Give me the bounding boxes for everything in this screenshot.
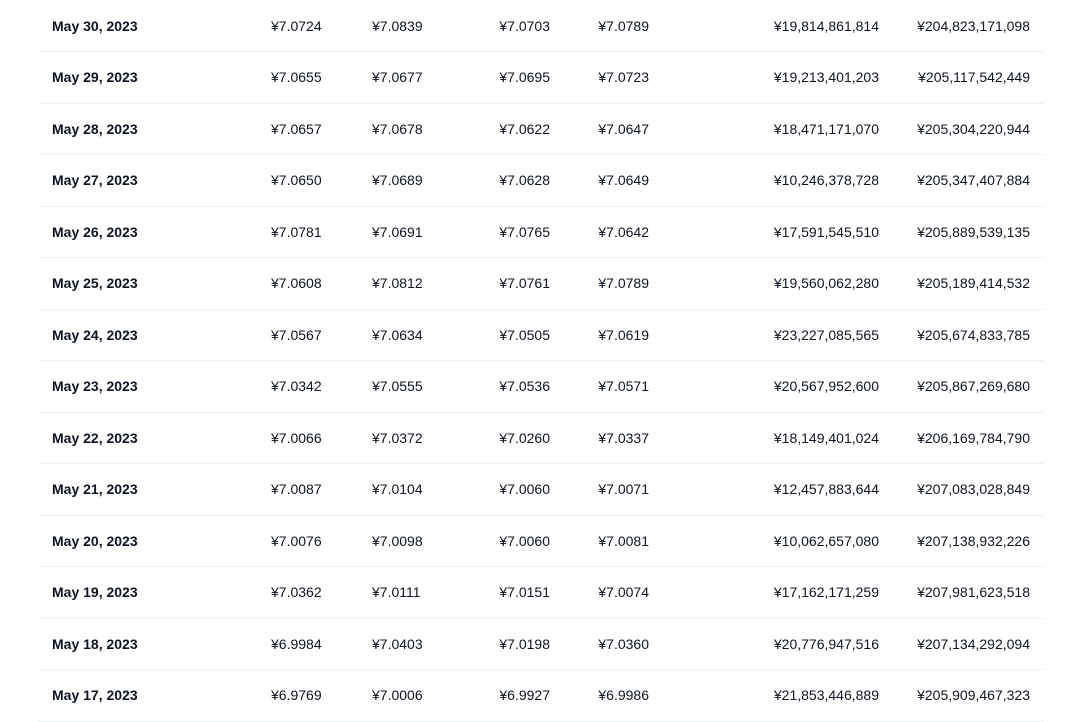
low-cell: ¥7.0505 (499, 326, 550, 343)
table-row (38, 567, 1044, 619)
date-cell: May 27, 2023 (52, 172, 138, 189)
open-cell: ¥7.0076 (271, 532, 322, 549)
low-cell: ¥7.0060 (499, 481, 550, 498)
close-cell: ¥7.0074 (598, 584, 649, 601)
volume-cell: ¥23,227,085,565 (773, 326, 879, 343)
high-cell: ¥7.0006 (372, 687, 423, 704)
open-cell: ¥6.9984 (271, 635, 322, 652)
volume-cell: ¥20,776,947,516 (773, 635, 879, 652)
high-cell: ¥7.0812 (372, 275, 423, 292)
date-cell: May 20, 2023 (52, 532, 138, 549)
date-cell: May 21, 2023 (52, 481, 138, 498)
volume-cell: ¥17,591,545,510 (773, 223, 879, 240)
table-row (38, 52, 1044, 104)
open-cell: ¥7.0087 (271, 481, 322, 498)
market-cap-cell: ¥205,909,467,323 (917, 687, 1030, 704)
open-cell: ¥7.0657 (271, 120, 322, 137)
low-cell: ¥7.0703 (499, 17, 550, 34)
close-cell: ¥7.0789 (598, 275, 649, 292)
open-cell: ¥7.0567 (271, 326, 322, 343)
low-cell: ¥7.0060 (499, 532, 550, 549)
volume-cell: ¥18,471,171,070 (773, 120, 879, 137)
volume-cell: ¥12,457,883,644 (773, 481, 879, 498)
close-cell: ¥7.0571 (598, 378, 649, 395)
high-cell: ¥7.0634 (372, 326, 423, 343)
table-row (38, 618, 1044, 670)
open-cell: ¥7.0066 (271, 429, 322, 446)
date-cell: May 29, 2023 (52, 69, 138, 86)
close-cell: ¥7.0071 (598, 481, 649, 498)
table-row (38, 258, 1044, 310)
volume-cell: ¥19,213,401,203 (773, 69, 879, 86)
date-cell: May 28, 2023 (52, 120, 138, 137)
volume-cell: ¥18,149,401,024 (773, 429, 879, 446)
date-cell: May 25, 2023 (52, 275, 138, 292)
market-cap-cell: ¥205,889,539,135 (917, 223, 1030, 240)
table-body (38, 0, 1044, 721)
market-cap-cell: ¥207,083,028,849 (917, 481, 1030, 498)
historical-data-table (38, 0, 1044, 722)
date-cell: May 24, 2023 (52, 326, 138, 343)
open-cell: ¥7.0724 (271, 17, 322, 34)
date-cell: May 17, 2023 (52, 687, 138, 704)
table-row (38, 515, 1044, 567)
high-cell: ¥7.0372 (372, 429, 423, 446)
open-cell: ¥6.9769 (271, 687, 322, 704)
table-row (38, 309, 1044, 361)
date-cell: May 22, 2023 (52, 429, 138, 446)
close-cell: ¥7.0649 (598, 172, 649, 189)
high-cell: ¥7.0839 (372, 17, 423, 34)
table-row (38, 103, 1044, 155)
high-cell: ¥7.0689 (372, 172, 423, 189)
date-cell: May 30, 2023 (52, 17, 138, 34)
market-cap-cell: ¥205,347,407,884 (917, 172, 1030, 189)
volume-cell: ¥17,162,171,259 (773, 584, 879, 601)
close-cell: ¥7.0360 (598, 635, 649, 652)
open-cell: ¥7.0650 (271, 172, 322, 189)
close-cell: ¥7.0081 (598, 532, 649, 549)
historical-data-table-container (38, 0, 1044, 722)
low-cell: ¥7.0151 (499, 584, 550, 601)
table-row (38, 412, 1044, 464)
market-cap-cell: ¥207,138,932,226 (917, 532, 1030, 549)
market-cap-cell: ¥207,981,623,518 (917, 584, 1030, 601)
table-row (38, 670, 1044, 722)
close-cell: ¥7.0723 (598, 69, 649, 86)
market-cap-cell: ¥205,304,220,944 (917, 120, 1030, 137)
close-cell: ¥6.9986 (598, 687, 649, 704)
open-cell: ¥7.0342 (271, 378, 322, 395)
volume-cell: ¥21,853,446,889 (773, 687, 879, 704)
table-row (38, 155, 1044, 207)
low-cell: ¥7.0695 (499, 69, 550, 86)
date-cell: May 18, 2023 (52, 635, 138, 652)
open-cell: ¥7.0781 (271, 223, 322, 240)
open-cell: ¥7.0608 (271, 275, 322, 292)
close-cell: ¥7.0647 (598, 120, 649, 137)
high-cell: ¥7.0555 (372, 378, 423, 395)
low-cell: ¥7.0761 (499, 275, 550, 292)
volume-cell: ¥19,560,062,280 (773, 275, 879, 292)
low-cell: ¥7.0628 (499, 172, 550, 189)
close-cell: ¥7.0642 (598, 223, 649, 240)
low-cell: ¥6.9927 (499, 687, 550, 704)
market-cap-cell: ¥204,823,171,098 (917, 17, 1030, 34)
date-cell: May 26, 2023 (52, 223, 138, 240)
volume-cell: ¥10,246,378,728 (773, 172, 879, 189)
market-cap-cell: ¥205,867,269,680 (917, 378, 1030, 395)
market-cap-cell: ¥205,117,542,449 (918, 69, 1030, 86)
high-cell: ¥7.0403 (372, 635, 423, 652)
high-cell: ¥7.0098 (372, 532, 423, 549)
low-cell: ¥7.0198 (499, 635, 550, 652)
open-cell: ¥7.0362 (271, 584, 322, 601)
table-row (38, 361, 1044, 413)
volume-cell: ¥10,062,657,080 (773, 532, 879, 549)
market-cap-cell: ¥205,189,414,532 (917, 275, 1030, 292)
close-cell: ¥7.0337 (598, 429, 649, 446)
high-cell: ¥7.0678 (372, 120, 423, 137)
low-cell: ¥7.0765 (499, 223, 550, 240)
open-cell: ¥7.0655 (271, 69, 322, 86)
market-cap-cell: ¥206,169,784,790 (917, 429, 1030, 446)
high-cell: ¥7.0691 (372, 223, 423, 240)
volume-cell: ¥20,567,952,600 (773, 378, 879, 395)
volume-cell: ¥19,814,861,814 (773, 17, 879, 34)
table-row (38, 206, 1044, 258)
low-cell: ¥7.0260 (499, 429, 550, 446)
date-cell: May 19, 2023 (52, 584, 138, 601)
close-cell: ¥7.0619 (598, 326, 649, 343)
market-cap-cell: ¥205,674,833,785 (917, 326, 1030, 343)
table-row (38, 0, 1044, 52)
low-cell: ¥7.0536 (499, 378, 550, 395)
low-cell: ¥7.0622 (499, 120, 550, 137)
high-cell: ¥7.0677 (372, 69, 423, 86)
market-cap-cell: ¥207,134,292,094 (917, 635, 1030, 652)
table-row (38, 464, 1044, 516)
high-cell: ¥7.0104 (372, 481, 423, 498)
date-cell: May 23, 2023 (52, 378, 138, 395)
high-cell: ¥7.0111 (372, 584, 421, 601)
close-cell: ¥7.0789 (598, 17, 649, 34)
